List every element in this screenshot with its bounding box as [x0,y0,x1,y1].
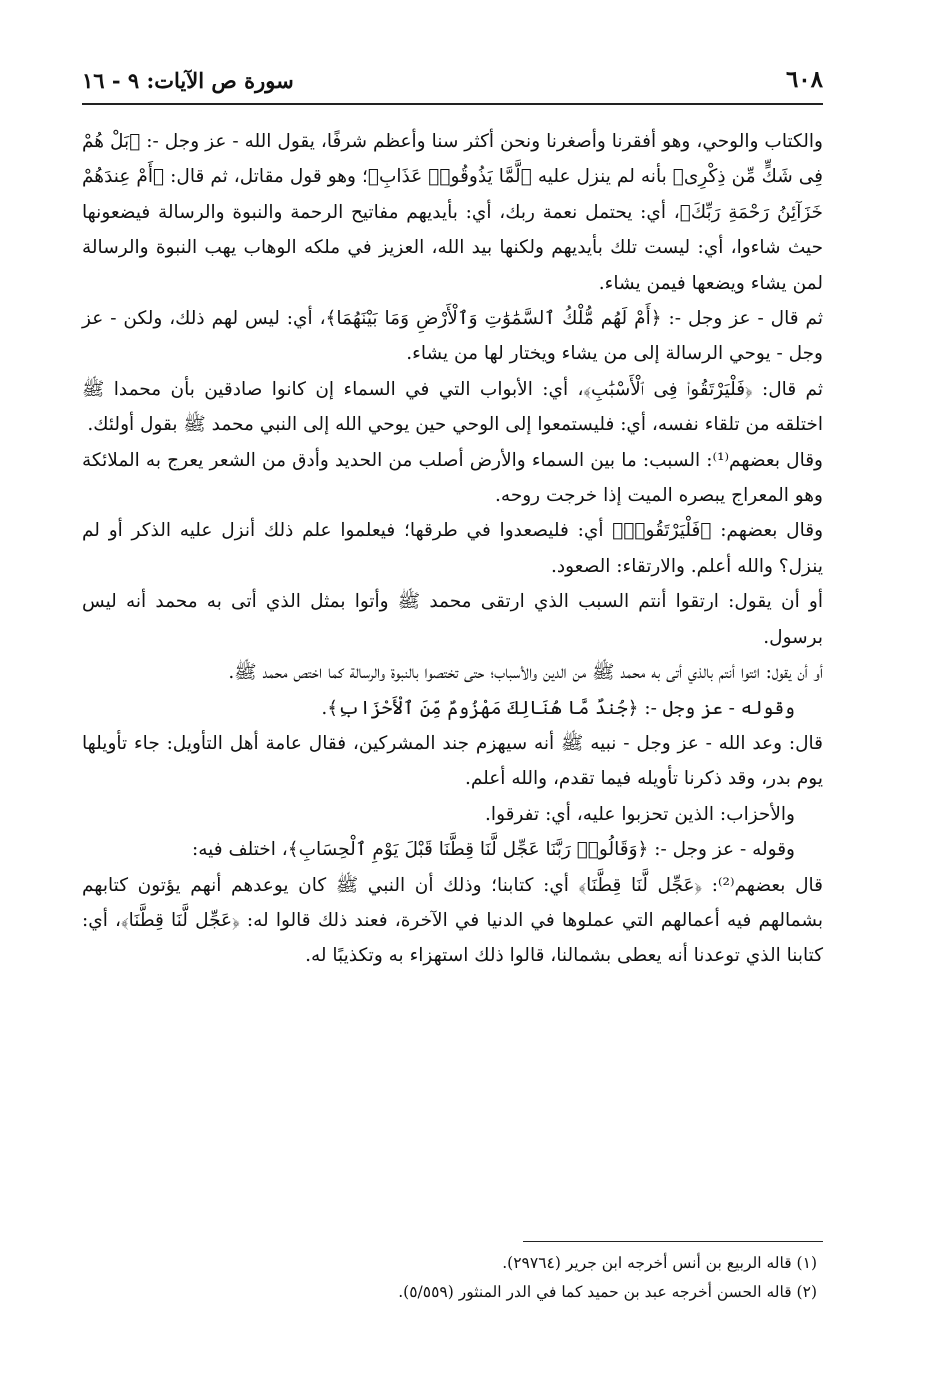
paragraph: أو أن يقول: ائتوا أنتم بالذي أتى به محمد ﷺ من الدين والأسباب؛ حتى تختصوا بالنبوة والرسالة كما اختص محمد ﷺ. [228,662,823,684]
header-rule [82,103,823,105]
paragraph: ثم قال - عز وجل -: ﴿أَمْ لَهُم مُّلْكُ ٱلسَّمَٰوَٰتِ وَٱلْأَرْضِ وَمَا بَيْنَهُمَا﴾، أي: ليس لهم ذلك، ولكن - عز وجل - يوحي الرسالة إلى من يشاء ويختار لها من يشاء. [82,308,823,365]
footnote: (٢) قاله الحسن أخرجه عبد بن حميد كما في الدر المنثور (٥/٥٥٩). [398,1283,817,1301]
body-text [82,124,823,974]
paragraph: قال: وعد الله - عز وجل - نبيه ﷺ أنه سيهزم جند المشركين، فقال عامة أهل التأويل: جاء تأويلها يوم بدر، وقد ذكرنا تأويله فيما تقدم، والله أعلم. [82,732,823,790]
paragraph: وقال بعضهم: ﴿فَلْيَرْتَقُوا۟﴾ أي: فليصعدوا في طرقها؛ فيعلموا علم ذلك أنزل عليه الذكر أو لم ينزل؟ والله أعلم. والارتقاء: الصعود. [82,520,823,577]
paragraph: والأحزاب: الذين تحزبوا عليه، أي: تفرقوا. [485,803,795,825]
running-title: سورة ص الآيات: ٩ - ١٦ [82,68,294,93]
paragraph: أو أن يقول: ارتقوا أنتم السبب الذي ارتقى محمد ﷺ وأتوا بمثل الذي أتى به محمد أنه ليس برسول. [82,591,823,648]
paragraph: وقال بعضهم⁽¹⁾: السبب: ما بين السماء والأرض أصلب من الحديد وأدق من الشعر يعرج به الملائكة وهو المعراج يبصره الميت إذا خرجت روحه. [82,449,823,507]
paragraph: وقوله - عز وجل -: ﴿جُندٌ مَّا هُنَالِكَ مَهْزُومٌ مِّنَ ٱلْأَحْزَابِ﴾. [321,697,795,719]
paragraph: قال بعضهم⁽²⁾: ﴿عَجِّل لَّنَا قِطَّنَا﴾ أي: كتابنا؛ وذلك أن النبي ﷺ كان يوعدهم أنهم يؤتون كتابهم بشمالهم فيه أعمالهم التي عملوها في الدنيا في الآخرة، فعند ذلك قالوا له: ﴿عَجِّل لَّنَا قِطَّنَا﴾، أي: كتابنا الذي توعدنا أنه يعطى بشمالنا، قالوا ذلك استهزاء به وتكذيبًا له. [82,874,824,967]
footnotes [82,1249,823,1307]
footnote-rule [523,1241,823,1242]
paragraph: والكتاب والوحي، وهو أفقرنا وأصغرنا ونحن أكثر سنا وأعظم شرفًا، يقول الله - عز وجل -: ﴿بَلْ هُمْ فِى شَكٍّ مِّن ذِكْرِى﴾ بأنه لم ينزل عليه ﴿لَّمَّا يَذُوقُوا۟ عَذَابِ﴾؛ وهو قول مقاتل، ثم قال: ﴿أَمْ عِندَهُمْ خَزَآئِنُ رَحْمَةِ رَبِّكَ﴾، أي: يحتمل نعمة ربك، أي: بأيديهم مفاتيح الرحمة والنبوة والرسالة فيضعونها حيث شاءوا، أي: ليست تلك بأيديهم ولكنها بيد الله، العزيز في ملكه الوهاب يهب النبوة والرسالة لمن يشاء ويضعها فيمن يشاء. [82,131,824,294]
paragraph: وقوله - عز وجل -: ﴿وَقَالُوا۟ رَبَّنَا عَجِّل لَّنَا قِطَّنَا قَبْلَ يَوْمِ ٱلْحِسَابِ﴾، اختلف فيه: [191,839,795,861]
page-header [82,62,823,106]
paragraph: ثم قال: ﴿فَلْيَرْتَقُوا۟ فِى ٱلْأَسْبَٰبِ﴾، أي: الأبواب التي في السماء إن كانوا صادقين بأن محمدا ﷺ اختلقه من تلقاء نفسه، أي: فليستمعوا إلى الوحي حين يوحي الله إلى النبي محمد ﷺ بقول أولئك. [82,378,823,436]
page-number: ٦٠٨ [785,66,823,93]
footnote: (١) قاله الربيع بن أنس أخرجه ابن جرير (٢٩٧٦٤). [502,1254,817,1272]
